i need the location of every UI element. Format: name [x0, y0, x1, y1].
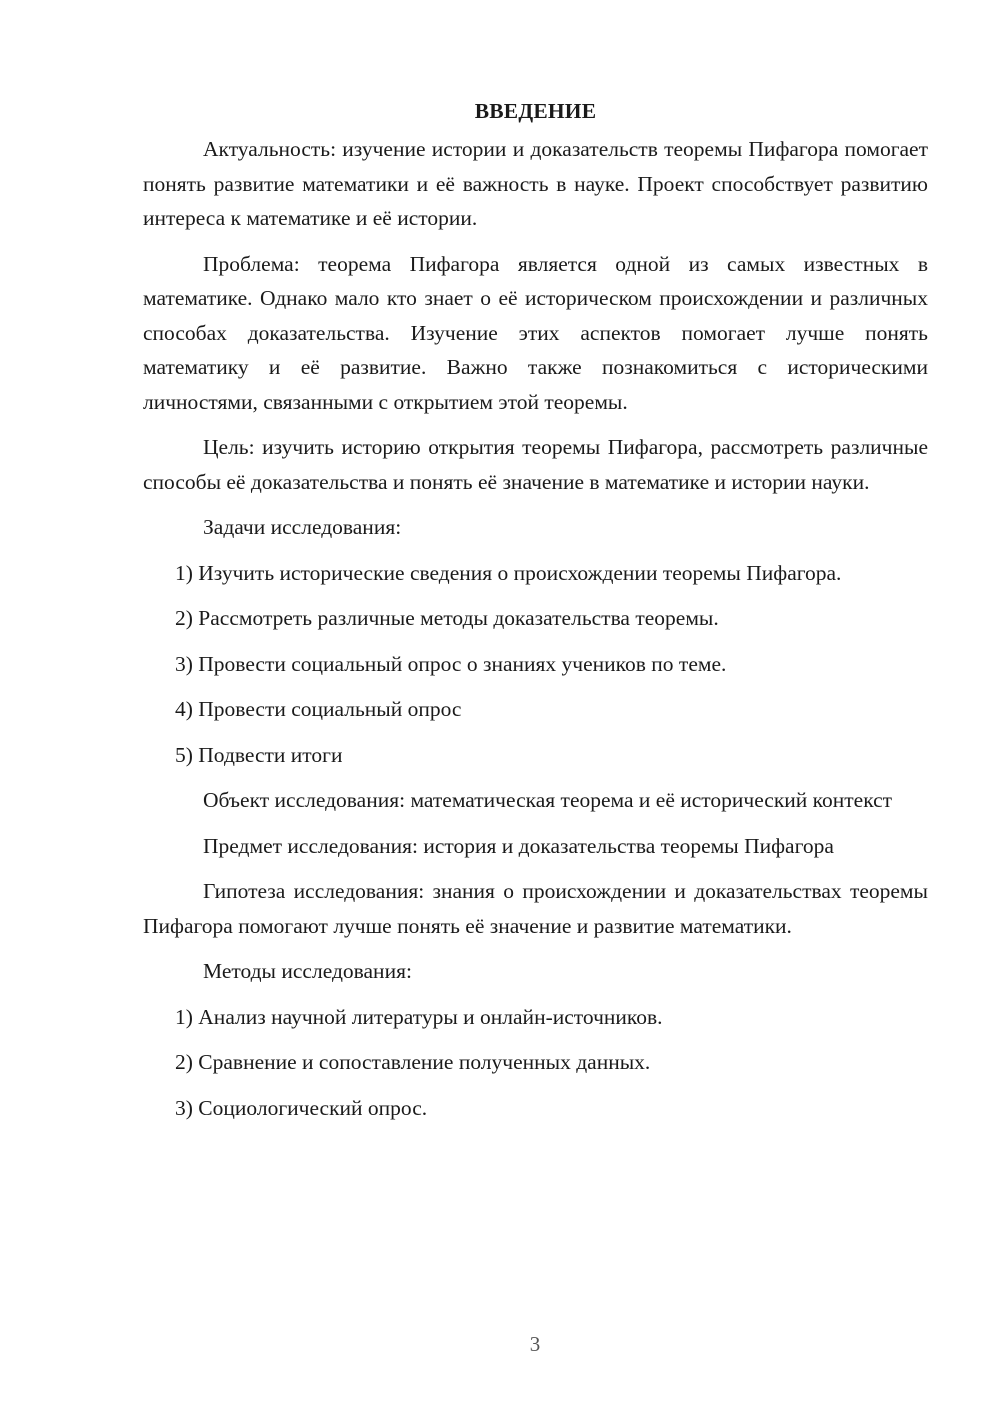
method-item-3: 3) Социологический опрос.	[175, 1095, 428, 1120]
method-item-2: 2) Сравнение и сопоставление полученных данных.	[175, 1050, 651, 1074]
task-item-5: 5) Подвести итоги	[175, 742, 343, 767]
subject-paragraph: Предмет исследования: история и доказательства теоремы Пифагора	[203, 833, 834, 858]
goal-paragraph: Цель: изучить историю открытия теоремы Пифагора, рассмотреть различные способы её доказательства и понять её значение в математике и истории науки.	[143, 435, 928, 494]
task-item-4: 4) Провести социальный опрос	[175, 697, 462, 721]
methods-heading: Методы исследования:	[203, 959, 412, 983]
object-paragraph: Объект исследования: математическая теорема и её исторический контекст	[203, 788, 893, 812]
page-number: 3	[529, 1332, 541, 1356]
relevance-paragraph: Актуальность: изучение истории и доказательств теоремы Пифагора помогает понять развитие математики и её важность в науке. Проект способствует развитию интереса к математике и её истории.	[143, 137, 928, 230]
tasks-heading: Задачи исследования:	[203, 515, 402, 539]
method-item-1: 1) Анализ научной литературы и онлайн-источников.	[175, 1004, 663, 1029]
task-item-3: 3) Провести социальный опрос о знаниях учеников по теме.	[175, 651, 727, 676]
task-item-2: 2) Рассмотреть различные методы доказательства теоремы.	[175, 606, 719, 630]
hypothesis-paragraph: Гипотеза исследования: знания о происхождении и доказательствах теоремы Пифагора помогают лучше понять её значение и развитие математики.	[143, 879, 928, 938]
document-page	[143, 96, 928, 1136]
task-item-1: 1) Изучить исторические сведения о происхождении теоремы Пифагора.	[175, 560, 842, 585]
problem-paragraph: Проблема: теорема Пифагора является одной из самых известных в математике. Однако мало кто знает о её историческом происхождении и различных способах доказательства. Изучение этих аспектов помогает лучше понять математику и её развитие. Важно также познакомиться с историческими личностями, связанными с открытием этой теоремы.	[143, 251, 928, 414]
section-title: ВВЕДЕНИЕ	[474, 99, 597, 123]
